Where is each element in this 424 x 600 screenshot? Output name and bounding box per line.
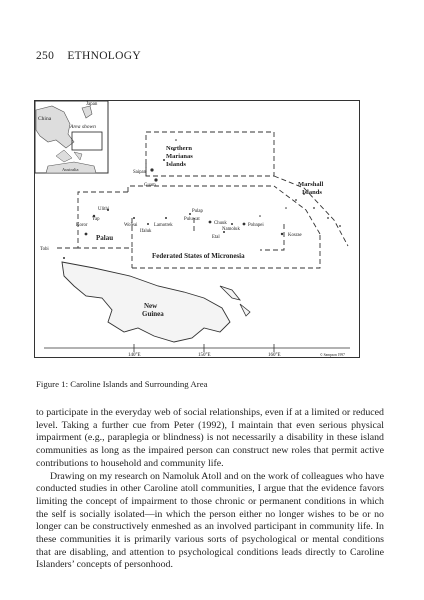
inset-map — [35, 101, 108, 173]
label-ifaluk: Ifaluk — [140, 229, 152, 234]
label-palau: Palau — [96, 234, 114, 242]
inset-label-area-shown: Area shown — [70, 124, 96, 130]
label-northern: Northern — [166, 145, 192, 152]
label-etal: Etal — [212, 235, 220, 240]
body-text — [36, 407, 384, 572]
label-fsm: Federated States of Micronesia — [152, 252, 245, 260]
label-puluwat: Puluwat — [184, 217, 200, 222]
paragraph-2: Drawing on my research on Namoluk Atoll and on the work of colleagues who have conducted studies in other Caroline atoll communities, I argue that the evidence favors limiting the concept of impairment to those chronic or permanent conditions in which the self is socially isolated—in which the person either no longer wishes to be or no longer can be constructively enmeshed as an involved participant in community life. In these communities it is primarily various sorts of psychological or mental conditions that are disabling, and attention to psychological conditions leads directly to Caroline Islanders’ concepts of personhood. — [36, 470, 384, 571]
label-pohnpei: Pohnpei — [248, 223, 264, 228]
label-ulithi: Ulithi — [98, 207, 110, 212]
journal-title: ETHNOLOGY — [67, 50, 141, 62]
longitude-140: 140°E — [128, 353, 141, 358]
inset-label-china: China — [38, 116, 52, 122]
label-guinea: Guinea — [142, 310, 164, 318]
label-marshall-islands: Islands — [302, 189, 322, 196]
label-new: New — [144, 302, 158, 310]
map-figure — [34, 100, 360, 358]
longitude-160: 160°E — [268, 353, 281, 358]
label-lamotrek: Lamotrek — [154, 223, 173, 228]
longitude-150: 150°E — [198, 353, 211, 358]
label-yap: Yap — [92, 217, 100, 222]
figure-caption: Figure 1: Caroline Islands and Surrounding Area — [36, 379, 208, 389]
label-namoluk: Namoluk — [222, 227, 240, 232]
label-koror: Koror — [76, 223, 88, 228]
label-marianas: Marianas — [166, 153, 193, 160]
label-guam: Guam — [144, 183, 156, 188]
running-header — [36, 50, 141, 62]
map-credit: © Sampson 1997 — [320, 353, 345, 357]
paragraph-1: to participate in the everyday web of social relationships, even if at a limited or reduced level. Taking a further cue from Peter (1992), I maintain that even serious physical impairment (e.g., paraplegia or blindness) is not necessarily a disability in these island communities as long as the impaired person can construct new roles that permit active contributions to household and community life. — [36, 407, 384, 469]
label-pulap: Pulap — [192, 209, 203, 214]
label-kosrae: Kosrae — [288, 233, 302, 238]
label-saipan: Saipan — [133, 170, 147, 175]
label-chuuk: Chuuk — [214, 221, 227, 226]
place-labels — [40, 170, 302, 252]
inset-label-japan: Japan — [86, 102, 98, 107]
label-islands: Islands — [166, 161, 186, 168]
page-number: 250 — [36, 50, 55, 62]
label-woleai: Woleai — [124, 223, 138, 228]
inset-label-australia: Australia — [62, 167, 79, 172]
label-marshall: Marshall — [298, 181, 324, 188]
label-tobi: Tobi — [40, 247, 49, 252]
